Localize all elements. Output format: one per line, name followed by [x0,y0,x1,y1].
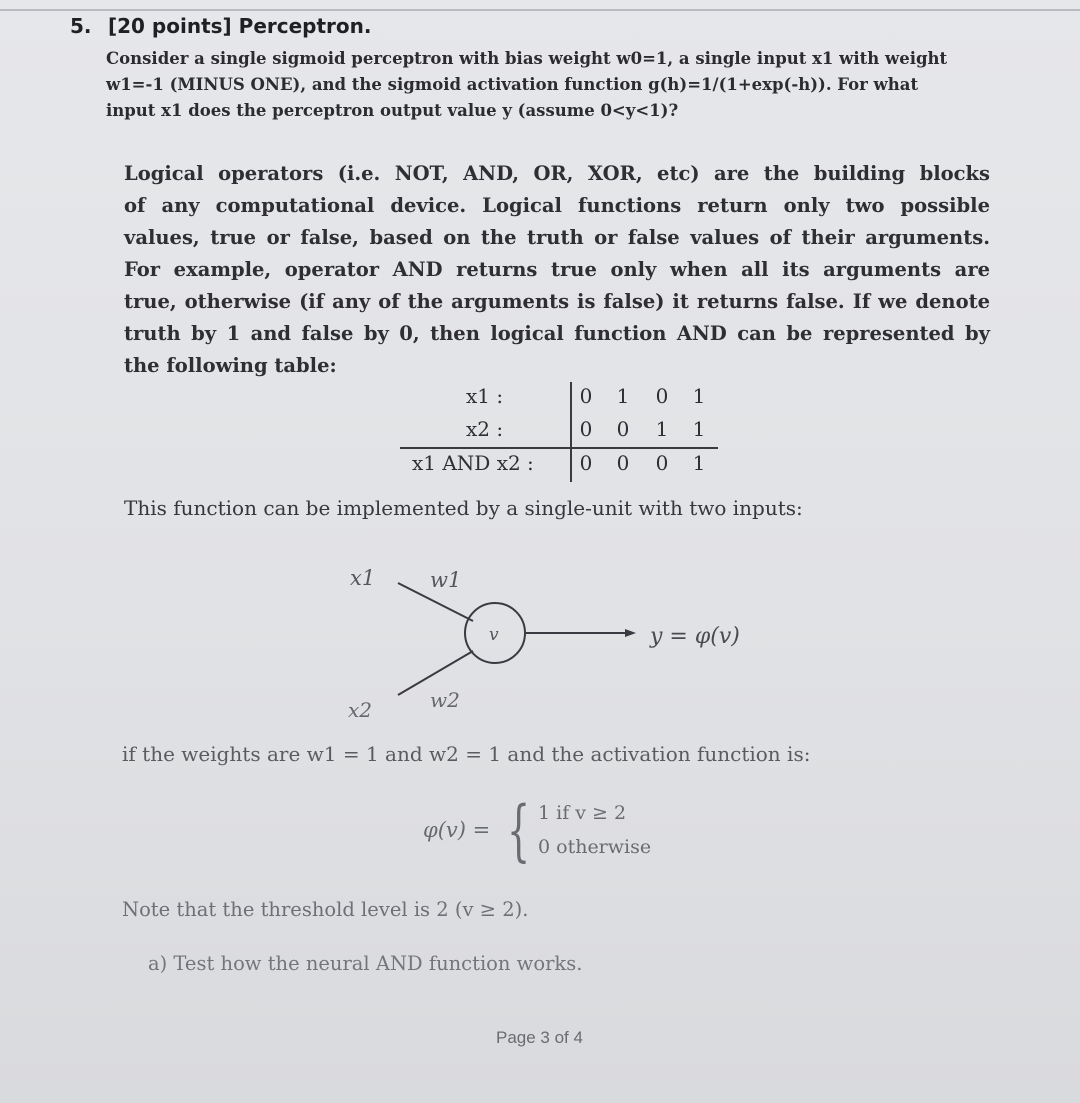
output-arrow-icon [625,629,636,637]
weights-sentence: if the weights are w1 = 1 and w2 = 1 and the activation function is: [122,742,811,766]
threshold-note: Note that the threshold level is 2 (v ≥ 2). [122,898,529,921]
brace-icon: { [507,792,531,869]
question-body [106,46,986,124]
table-cell: 0 [655,451,669,475]
passage-line: truth by 1 and false by 0, then logical function AND can be represented by [124,322,990,345]
table-vertical-rule [570,382,572,482]
table-cell: 0 [579,451,593,475]
table-cell: 1 [616,384,630,408]
perceptron-diagram [330,555,790,725]
diagram-weight-w2: w2 [430,688,460,712]
table-cell: 0 [579,417,593,441]
page-number: Page 3 of 4 [496,1028,583,1047]
passage-line: values, true or false, based on the truth or false values of their arguments. [124,226,990,249]
question-number: 5. [70,14,92,38]
question-heading [70,14,371,38]
table-cell: 0 [579,384,593,408]
table-row-label: x1 : [466,384,504,408]
table-cell: 1 [655,417,669,441]
question-line: w1=-1 (MINUS ONE), and the sigmoid activation function g(h)=1/(1+exp(-h)). For what [106,75,919,94]
table-cell: 0 [616,451,630,475]
top-divider [0,9,1080,11]
question-line: input x1 does the perceptron output value y (assume 0<y<1)? [106,101,679,120]
logical-operators-passage [124,158,990,382]
table-horizontal-rule [400,447,718,449]
activation-case-2: 0 otherwise [538,836,652,858]
passage-line: true, otherwise (if any of the arguments is false) it returns false. If we denote [124,290,990,313]
passage-line: Logical operators (i.e. NOT, AND, OR, XOR, etc) are the building blocks [124,162,990,185]
implementation-sentence: This function can be implemented by a single-unit with two inputs: [124,496,803,520]
diagram-input-x2: x2 [348,698,373,722]
table-cell: 1 [692,384,706,408]
table-cell: 0 [655,384,669,408]
table-cell: 0 [616,417,630,441]
activation-case-1: 1 if v ≥ 2 [538,802,627,824]
passage-line: of any computational device. Logical functions return only two possible [124,194,990,217]
table-cell: 1 [692,451,706,475]
table-cell: 1 [692,417,706,441]
output-label: y = φ(v) [650,624,740,649]
question-line: Consider a single sigmoid perceptron with bias weight w0=1, a single input x1 with weight [106,49,948,68]
diagram-input-x1: x1 [350,566,376,590]
question-title: [20 points] Perceptron. [108,14,372,38]
passage-line: For example, operator AND returns true only when all its arguments are [124,258,990,281]
activation-lhs: φ(v) = [423,818,491,842]
table-row-label: x2 : [466,417,504,441]
table-row-label: x1 AND x2 : [412,451,534,475]
part-a-prompt: a) Test how the neural AND function works. [148,952,583,975]
neuron-label: v [489,625,499,645]
passage-line: the following table: [124,354,337,377]
diagram-weight-w1: w1 [430,568,462,592]
